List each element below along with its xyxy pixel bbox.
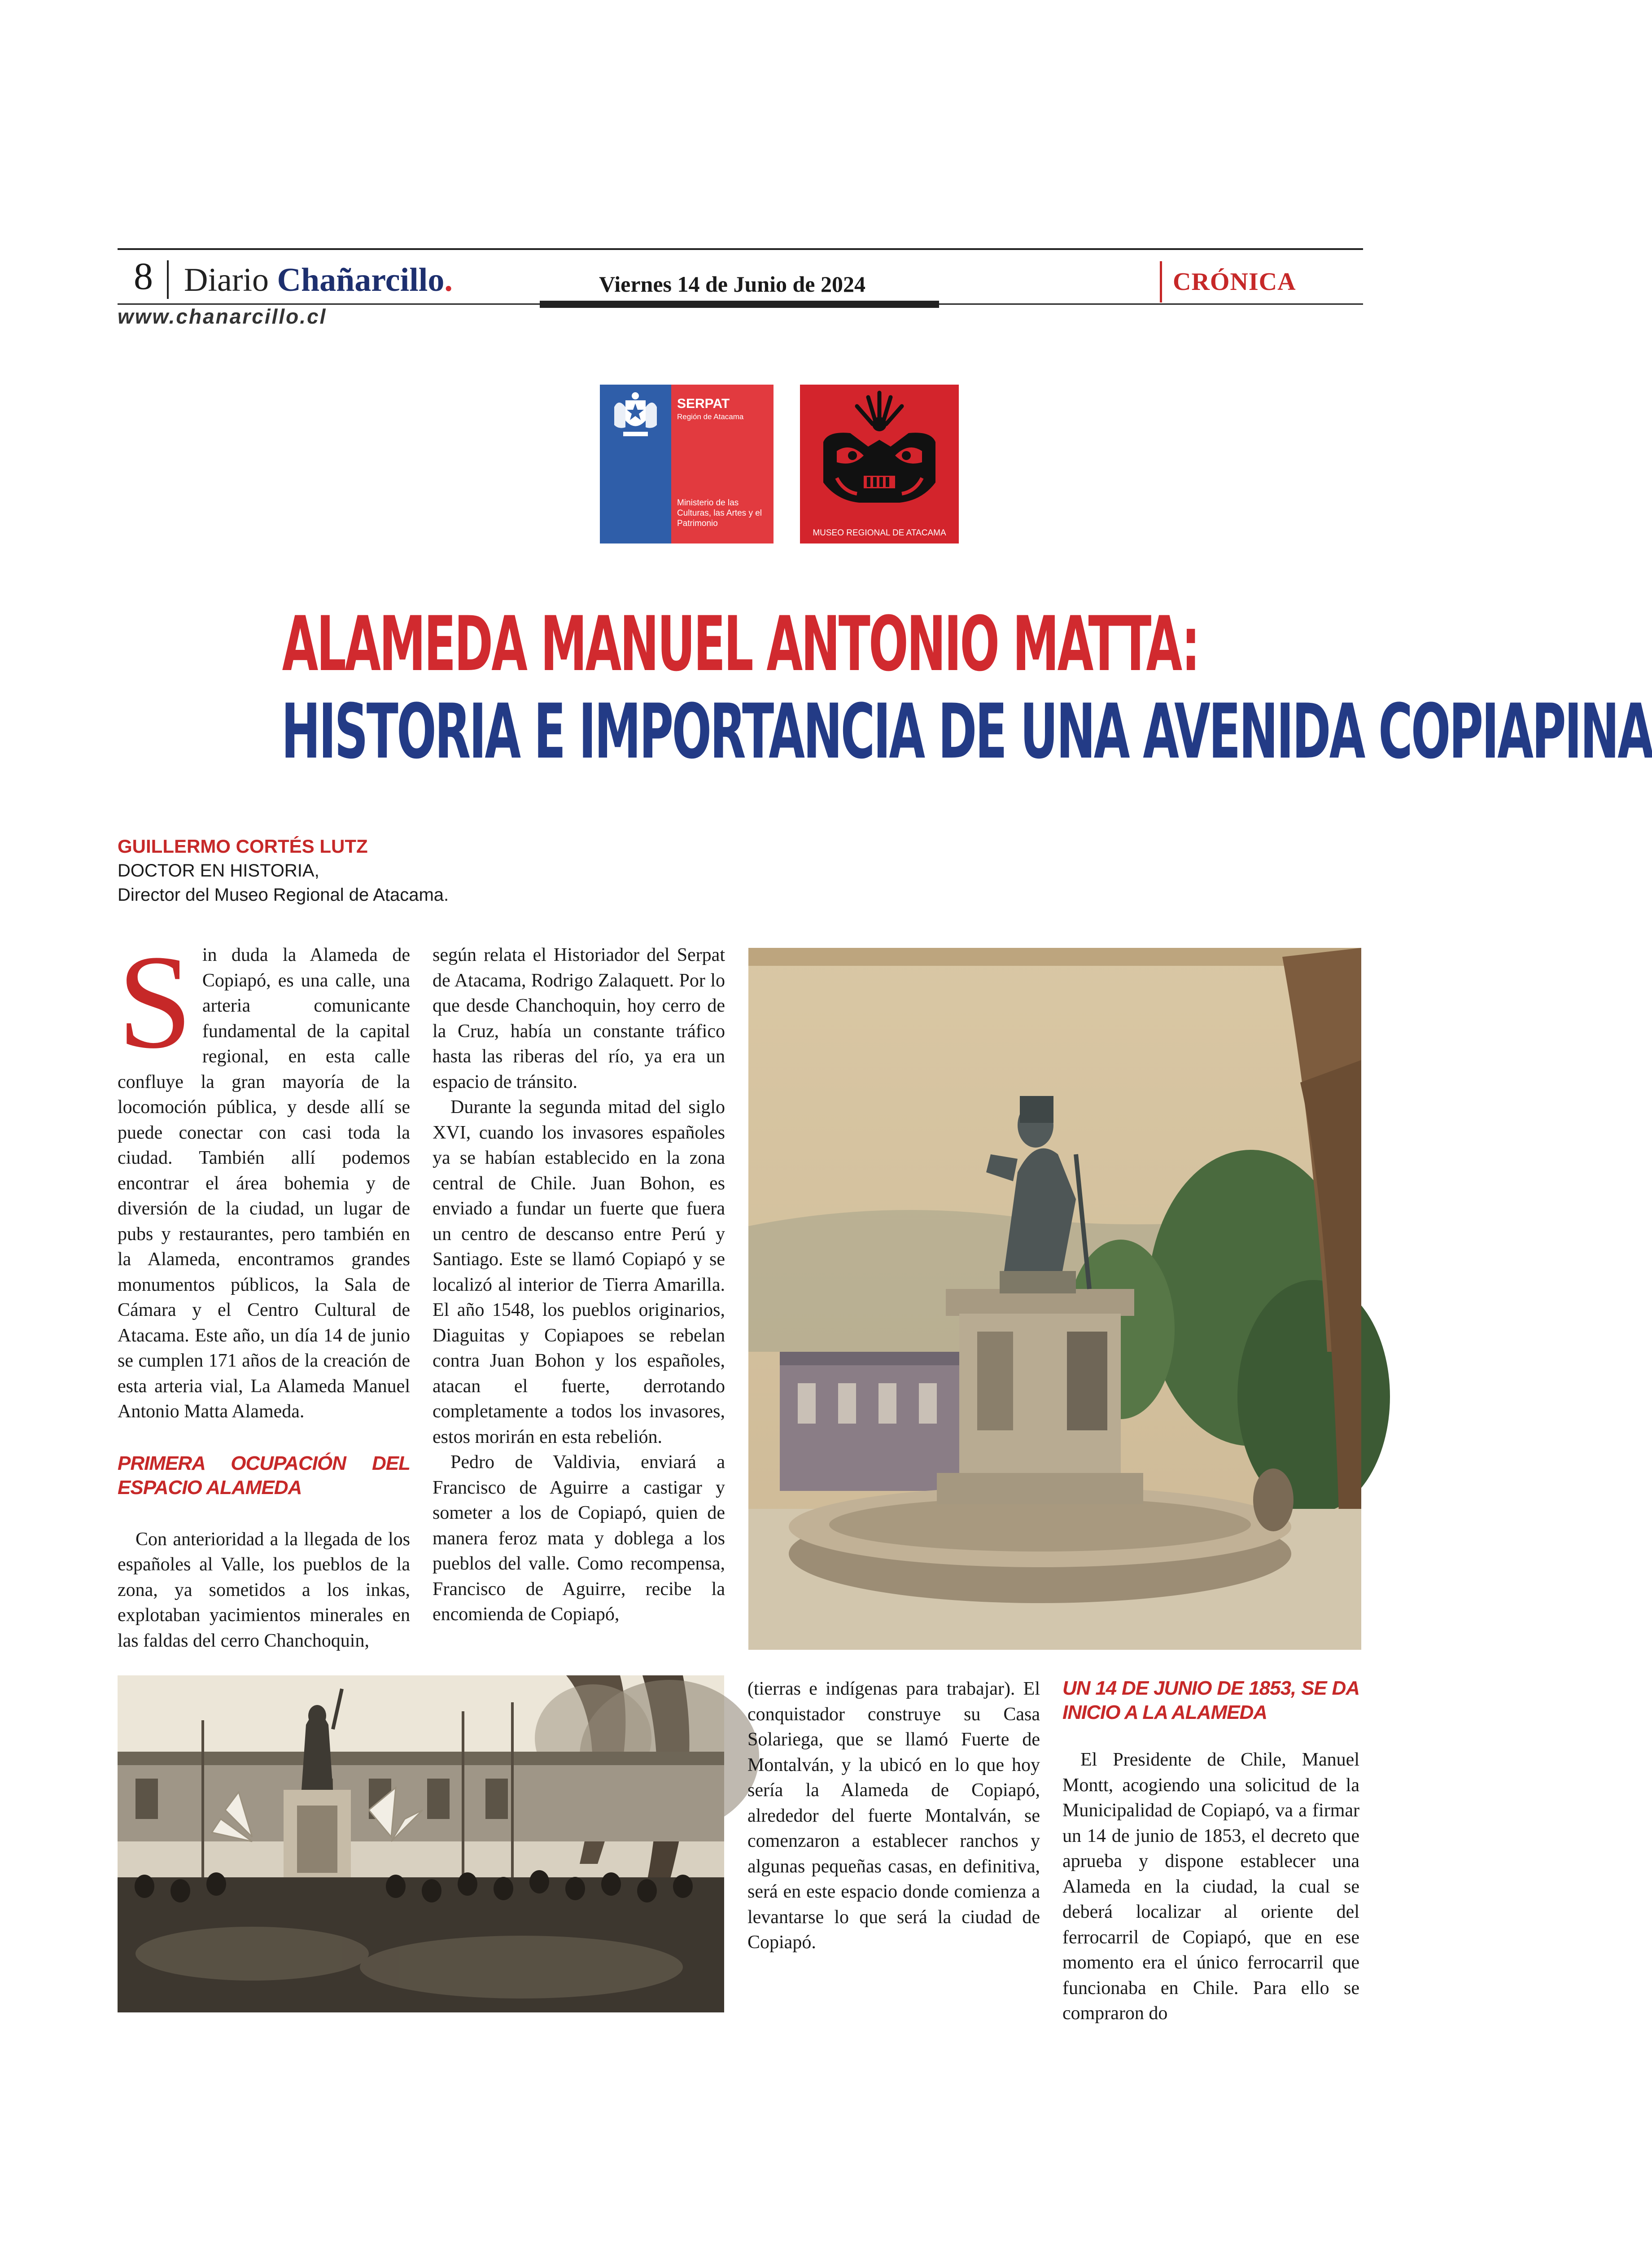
author-role: Director del Museo Regional de Atacama.: [118, 885, 449, 905]
page-number: 8: [134, 254, 153, 298]
crowd-monument-image: [118, 1675, 724, 2012]
author-degree: DOCTOR EN HISTORIA,: [118, 861, 319, 881]
headline-line-1: ALAMEDA MANUEL ANTONIO MATTA:: [282, 600, 1199, 688]
article-paragraph: Durante la segunda mitad del siglo XVI, cuando los invasores españoles ya se habían establecido en la zona central de Chile. Juan Bohon, es enviado a fundar un fuerte que fuera un centro de descanso entre Perú y Santiago. Este se llamó Copiapó y se localizó al interior de Tierra Amarilla. El año 1548, los pueblos originarios, Diaguitas y Copiapoes se rebelan contra Juan Bohon y los españoles, atacan el fuerte, derrotando completamente a todos los invasores, estos morirán en esta rebelión.: [433, 1097, 725, 1447]
author-name: GUILLERMO CORTÉS LUTZ: [118, 836, 368, 857]
museo-logo: [800, 385, 959, 543]
serpat-title: SERPAT: [677, 396, 730, 411]
masthead-diario: Diario: [184, 262, 277, 298]
museo-mask-icon: [810, 388, 949, 523]
header-top-rule: [118, 248, 1363, 250]
historic-photo-crowd-monument: [118, 1675, 724, 2012]
subheading-14-de-junio: UN 14 DE JUNIO DE 1853, SE DA INICIO A LA ALAMEDA: [1062, 1677, 1359, 1723]
page-number-divider: [167, 260, 169, 299]
museo-label: MUSEO REGIONAL DE ATACAMA: [813, 528, 946, 538]
article-column-4: [1062, 1676, 1359, 2026]
website-link[interactable]: www.chanarcillo.cl: [118, 305, 327, 328]
article-paragraph: El Presidente de Chile, Manuel Montt, acogiendo una solicitud de la Municipalidad de Copiapó, va a firmar un 14 de junio de 1853, el decreto que aprueba y dispone establecer una Alameda en la ciudad, la cual se deberá localizar al oriente del ferrocarril de Copiapó, que en ese momento era el único ferrocarril que funcionaba en Chile. Para ello se compraron do: [1062, 1749, 1359, 2024]
statue-fountain-image: [748, 948, 1361, 1650]
paragraph-text: in duda la Alameda de Copiapó, es una calle, una arteria comunicante fundamental de la capital regional, en esta calle confluye la gran mayoría de la locomoción pública, y desde allí se puede conectar con casi toda la ciudad. También allí podemos encontrar el área bohemia y de diversión de la ciudad, un lugar de pubs y restaurantes, pero también en la Alameda, encontramos grandes monumentos públicos, la Sala de Cámara y el Centro Cultural de Atacama. Este año, un día 14 de junio se cumplen 171 años de la creación de esta arteria vial, La Alameda Manuel Antonio Matta Alameda.: [118, 945, 410, 1422]
article-paragraph: [118, 927, 410, 1424]
masthead-dot: .: [444, 262, 453, 298]
section-divider: [1160, 261, 1162, 302]
article-paragraph: Con anterioridad a la llegada de los españoles al Valle, los pueblos de la zona, ya sometidos a los inkas, explotaban yacimientos minerales en las faldas del cerro Chanchoquin,: [118, 1529, 410, 1651]
article-column-2: [433, 942, 725, 1627]
article-paragraph: (tierras e indígenas para trabajar). El conquistador construye su Casa Solariega, que se llamó Fuerte de Montalván, y la ubicó en lo que hoy sería la Alameda de Copiapó, alrededor del fuerte Montalván, se comenzaron a establecer ranchos y algunas pequeñas casas, en definitiva, será en este espacio donde comienza a levantarse lo que será la ciudad de Copiapó.: [747, 1679, 1040, 1953]
publication-date: Viernes 14 de Junio de 2024: [599, 272, 865, 297]
section-label: CRÓNICA: [1173, 268, 1296, 296]
chile-coat-of-arms-icon: [605, 389, 666, 443]
serpat-ministry: Ministerio de las Culturas, las Artes y el Patrimonio: [677, 498, 762, 528]
drop-cap: S: [118, 927, 192, 1076]
masthead: [184, 258, 453, 302]
serpat-region: Región de Atacama: [677, 412, 744, 421]
article-column-3: [747, 1676, 1040, 1955]
historic-photo-statue-fountain: [748, 948, 1361, 1650]
headline-line-2: HISTORIA E IMPORTANCIA DE UNA AVENIDA COPIAPINA: [281, 688, 1652, 776]
article-paragraph: Pedro de Valdivia, enviará a Francisco de Aguirre a castigar y someter a los de Copiapó, quien de manera feroz mata y doblega a los pueblos del valle. Como recompensa, Francisco de Aguirre, recibe la encomienda de Copiapó,: [433, 1452, 725, 1625]
masthead-name: Chañarcillo: [277, 262, 445, 298]
serpat-logo: [600, 385, 774, 543]
article-column-1: [118, 927, 410, 1653]
article-paragraph: según relata el Historiador del Serpat de Atacama, Rodrigo Zalaquett. Por lo que desde Chanchoquin, hoy cerro de la Cruz, había un constante tráfico hasta las riberas del río, ya era un espacio de tránsito.: [433, 945, 725, 1092]
subheading-primera-ocupacion: PRIMERA OCUPACIÓN DEL ESPACIO ALAMEDA: [118, 1452, 410, 1499]
